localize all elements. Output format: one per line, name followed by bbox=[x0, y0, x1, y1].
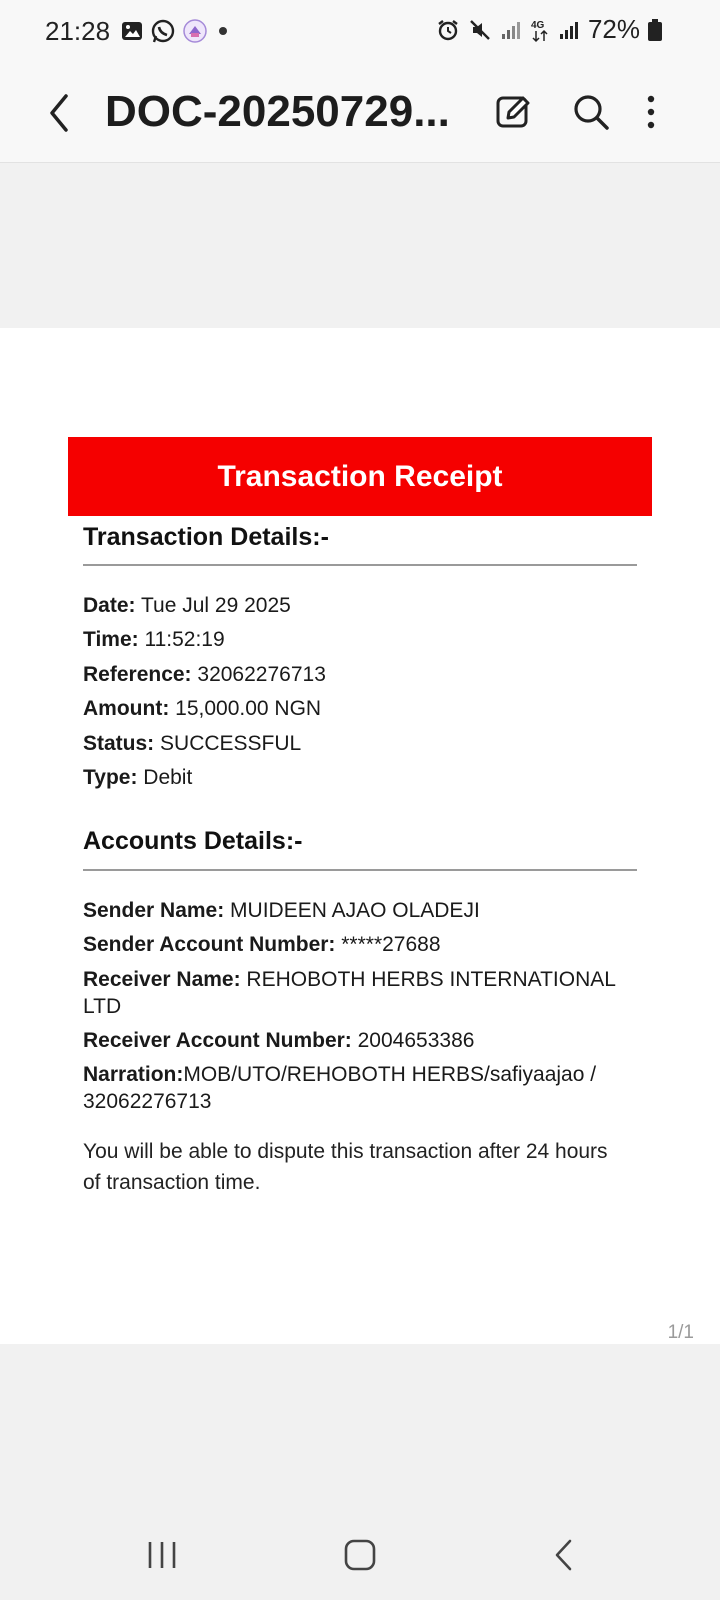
document-title: DOC-20250729... bbox=[105, 87, 450, 136]
app-bar bbox=[0, 64, 720, 163]
divider bbox=[83, 564, 637, 566]
document-page[interactable] bbox=[0, 328, 720, 1344]
field-receiver-name: Receiver Name: REHOBOTH HERBS INTERNATIONAL LTD bbox=[83, 968, 616, 1018]
whatsapp-icon bbox=[150, 18, 176, 44]
field-time: Time: 11:52:19 bbox=[83, 628, 225, 651]
field-date: Date: Tue Jul 29 2025 bbox=[83, 594, 291, 617]
svg-text:4G: 4G bbox=[530, 19, 545, 31]
signal-icon bbox=[558, 19, 580, 41]
gallery-icon bbox=[120, 19, 144, 43]
receipt-banner: Transaction Receipt bbox=[68, 437, 652, 516]
accounts-details-heading: Accounts Details:- bbox=[83, 827, 303, 855]
transaction-details-heading: Transaction Details:- bbox=[83, 523, 329, 551]
status-time: 21:28 bbox=[45, 16, 111, 46]
alarm-icon bbox=[436, 18, 460, 42]
battery-percent: 72% bbox=[587, 14, 640, 44]
viewer-top-margin bbox=[0, 163, 720, 327]
back-icon[interactable] bbox=[40, 88, 80, 138]
dot-icon bbox=[214, 22, 232, 40]
field-status: Status: SUCCESSFUL bbox=[83, 732, 302, 755]
home-icon[interactable] bbox=[335, 1530, 385, 1580]
4g-icon bbox=[530, 17, 550, 43]
battery-icon bbox=[648, 19, 662, 41]
signal-icon bbox=[500, 19, 522, 41]
divider bbox=[83, 869, 637, 871]
field-receiver-account: Receiver Account Number: 2004653386 bbox=[83, 1029, 475, 1052]
recent-apps-icon[interactable] bbox=[137, 1530, 187, 1580]
app-icon bbox=[182, 18, 208, 44]
mute-icon bbox=[468, 18, 492, 42]
edit-icon[interactable] bbox=[492, 90, 536, 134]
search-icon[interactable] bbox=[569, 90, 613, 134]
status-bar bbox=[0, 0, 720, 64]
dispute-note: You will be able to dispute this transaction after 24 hours of transaction time. bbox=[83, 1140, 608, 1194]
more-icon[interactable] bbox=[636, 90, 666, 134]
field-reference: Reference: 32062276713 bbox=[83, 663, 326, 686]
field-sender-account: Sender Account Number: *****27688 bbox=[83, 933, 441, 956]
field-sender-name: Sender Name: MUIDEEN AJAO OLADEJI bbox=[83, 899, 480, 922]
back-nav-icon[interactable] bbox=[540, 1530, 590, 1580]
field-amount: Amount: 15,000.00 NGN bbox=[83, 697, 322, 720]
navigation-bar bbox=[0, 1500, 720, 1600]
page-indicator: 1/1 bbox=[667, 1322, 694, 1343]
field-type: Type: Debit bbox=[83, 766, 193, 789]
field-narration: Narration:MOB/UTO/REHOBOTH HERBS/safiyaajao / 32062276713 bbox=[83, 1063, 597, 1113]
